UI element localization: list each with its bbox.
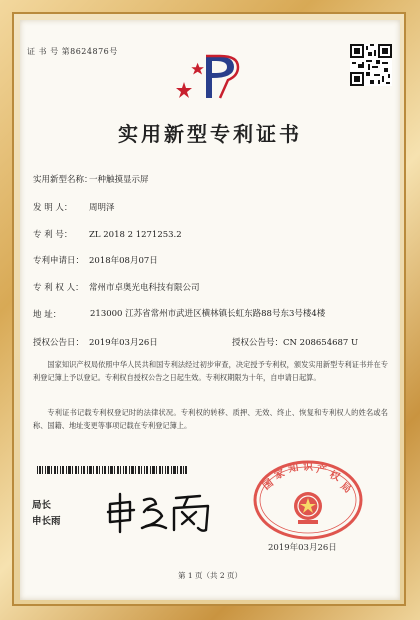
svg-text:产: 产 — [315, 464, 328, 477]
field-inventor — [33, 201, 115, 213]
field-label: 实用新型名称： — [33, 175, 93, 185]
svg-text:家: 家 — [273, 467, 287, 482]
field-label: 授权公告号： — [232, 338, 284, 348]
official-seal — [252, 460, 364, 540]
field-value: 常州市卓奥光电科技有限公司 — [89, 283, 200, 293]
field-patent-number — [33, 228, 182, 240]
field-value: 2018年08月07日 — [89, 256, 158, 266]
barcode-icon — [37, 466, 187, 474]
qr-code-icon — [350, 44, 392, 86]
field-label: 授权公告日： — [33, 338, 85, 348]
certificate-number: 证 书 号 第8624876号 — [27, 47, 118, 56]
field-label: 地 址： — [33, 310, 62, 320]
field-publication-number — [232, 336, 358, 348]
field-invention-name — [33, 173, 149, 185]
field-value: ZL 2018 2 1271253.2 — [89, 230, 182, 240]
field-value: CN 208654687 U — [283, 338, 359, 348]
svg-text:知: 知 — [287, 462, 300, 475]
director-signature — [104, 490, 224, 534]
field-application-date — [33, 254, 158, 266]
certificate-title: 实用新型专利证书 — [118, 122, 302, 146]
field-value: 一种触摸显示屏 — [89, 175, 149, 185]
field-patentee — [33, 281, 200, 293]
svg-text:国: 国 — [261, 477, 276, 493]
svg-text:识: 识 — [303, 462, 313, 473]
field-address-value: 213000 江苏省常州市武进区横林镇长虹东路88号东3号楼4楼 — [90, 309, 326, 319]
legal-paragraph-2: 专利证书记载专利权登记时的法律状况。专利权的转移、质押、无效、终止、恢复和专利权人的姓名或名称、国籍、地址变更等事项记载在专利登记簿上。 — [33, 408, 388, 430]
director-name: 申长雨 — [32, 516, 61, 527]
director-title: 局长 — [32, 500, 52, 511]
field-address-label — [33, 308, 89, 320]
page-footer: 第 1 页（共 2 页） — [177, 571, 243, 580]
director-block — [32, 498, 61, 530]
seal-date: 2019年03月26日 — [268, 543, 337, 553]
field-value: 2019年03月26日 — [89, 338, 158, 348]
field-label: 专 利 号： — [33, 230, 73, 240]
field-label: 专利申请日： — [33, 256, 85, 266]
field-label: 专 利 权 人： — [33, 283, 84, 293]
svg-text:权: 权 — [327, 469, 342, 484]
cnipa-logo-icon — [176, 52, 248, 100]
field-label: 发 明 人： — [33, 203, 73, 213]
svg-text:局: 局 — [338, 480, 353, 496]
field-value: 周明泽 — [89, 203, 115, 213]
legal-paragraph-1: 国家知识产权局依照中华人民共和国专利法经过初步审查，决定授予专利权，颁发实用新型专利证书并在专利登记簿上予以登记。专利权自授权公告之日起生效。专利权期限为十年，自申请日起算。 — [33, 360, 388, 382]
field-grant-date — [33, 336, 158, 348]
